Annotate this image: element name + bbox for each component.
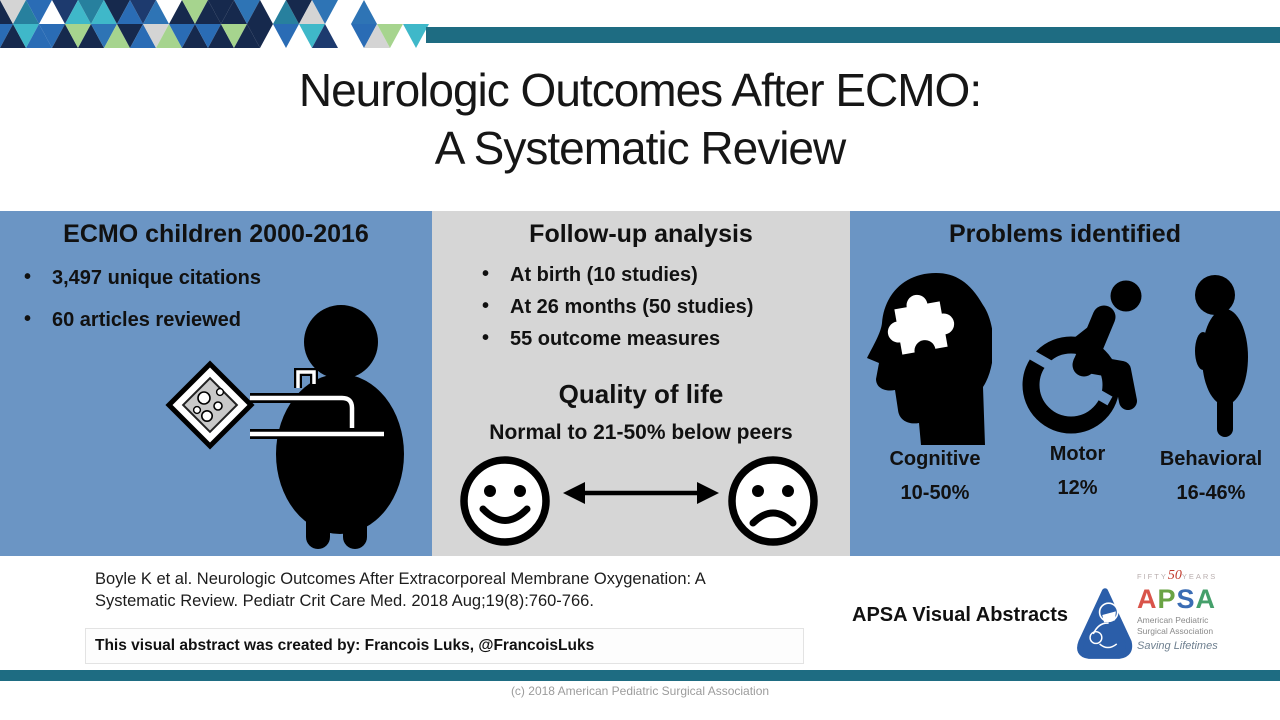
happy-face-icon [464, 460, 546, 542]
page-title [0, 62, 1280, 178]
panel-right-heading: Problems identified [949, 220, 1181, 248]
oxygenator-icon [169, 364, 251, 446]
creator-credit-box [85, 628, 804, 664]
cognitive-label: Cognitive [889, 448, 981, 470]
apsa-acronym [1137, 585, 1218, 613]
fifty-text: FIFTY [1137, 572, 1168, 581]
apsa-logo [1076, 562, 1240, 666]
bullet-item: • At 26 months (50 studies) [478, 296, 753, 319]
fifty-number: 50 [1167, 568, 1182, 583]
citation-line-1: Boyle K et al. Neurologic Outcomes After Extracorporeal Membrane Oxygenation: A [95, 570, 706, 588]
apsa-tagline: Saving Lifetimes [1137, 639, 1218, 652]
behavioral-value: 16-46% [1176, 482, 1246, 504]
child-with-ecmo-circuit-icon [160, 286, 425, 554]
behavioral-label: Behavioral [1159, 448, 1263, 470]
title-line-1: Neurologic Outcomes After ECMO: [298, 64, 982, 116]
quality-scale-graphic [437, 451, 845, 551]
citation [95, 569, 706, 613]
motor-label: Motor [1049, 443, 1106, 465]
apsa-letter: S [1176, 584, 1196, 614]
panel-mid-heading: Follow-up analysis [529, 220, 753, 248]
quality-of-life-heading: Quality of life [558, 379, 724, 409]
creator-credit-text: This visual abstract was created by: Francois Luks, @FrancoisLuks [95, 637, 595, 654]
motor-value: 12% [1057, 477, 1098, 499]
org-line-1: American Pediatric [1137, 615, 1209, 626]
bullet-item: • 3,497 unique citations [20, 267, 261, 290]
copyright-text: (c) 2018 American Pediatric Surgical Association [510, 684, 770, 698]
panel-follow-up [432, 211, 850, 556]
sad-face-icon [732, 460, 814, 542]
double-arrow-icon [563, 482, 719, 504]
bullet-item: • 60 articles reviewed [20, 309, 261, 332]
panel-ecmo-children [0, 211, 432, 556]
apsa-visual-abstracts-label: APSA Visual Abstracts [852, 604, 1069, 626]
org-line-2: Surgical Association [1137, 625, 1214, 636]
apsa-letter: P [1157, 584, 1177, 614]
apsa-letter: A [1195, 584, 1217, 614]
apsa-emblem-icon [1076, 586, 1134, 662]
quality-range-text: Normal to 21-50% below peers [489, 421, 793, 444]
behavioral-child-icon [1188, 269, 1262, 439]
bullet-item: • At birth (10 studies) [478, 264, 753, 287]
years-text: YEARS [1181, 572, 1218, 581]
panel-mid-bullet-list [478, 264, 753, 360]
apsa-logo-text [1137, 562, 1218, 666]
cognitive-head-puzzle-icon [858, 269, 992, 445]
motor-wheelchair-icon [1016, 273, 1148, 439]
cognitive-value: 10-50% [900, 482, 970, 504]
apsa-org-name [1137, 615, 1218, 635]
panel-left-heading: ECMO children 2000-2016 [63, 220, 369, 248]
apsa-letter: A [1137, 584, 1158, 614]
panel-problems [850, 211, 1280, 556]
triangle-mosaic-decoration [0, 0, 470, 48]
teal-bar-top [426, 27, 1280, 43]
title-line-2: A Systematic Review [434, 121, 846, 174]
teal-bar-bottom [0, 670, 1280, 681]
citation-line-2: Systematic Review. Pediatr Crit Care Med. 2018 Aug;19(8):760-766. [95, 591, 594, 610]
top-banner [0, 0, 1280, 48]
bullet-item: • 55 outcome measures [478, 328, 753, 351]
fifty-years-banner [1137, 568, 1218, 584]
